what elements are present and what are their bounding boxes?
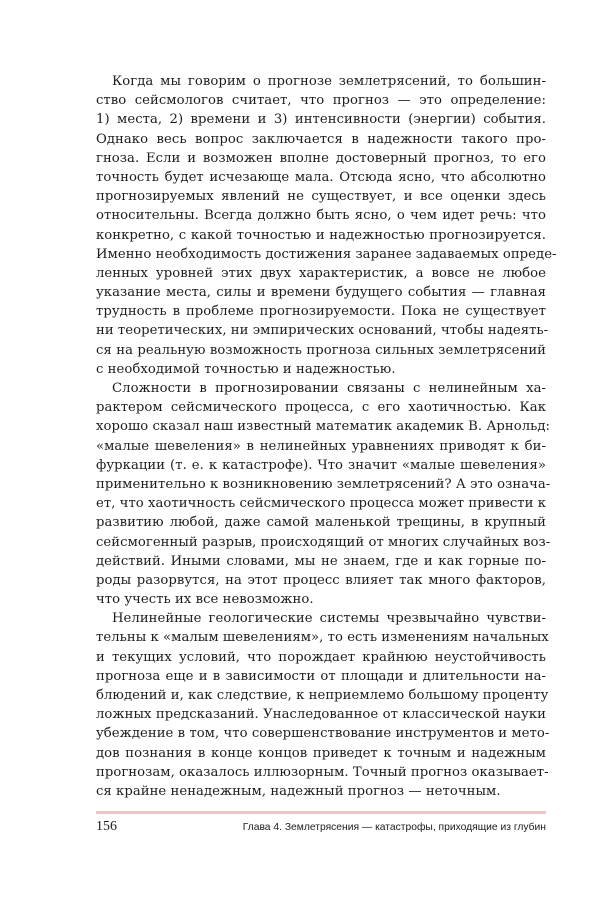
text-line: Именно необходимость достижения заранее задаваемых опреде- <box>96 246 557 262</box>
text-line: прогнозам, оказалось иллюзорным. Точный прогноз оказывает- <box>96 764 549 780</box>
text-line: «малые шевеления» в нелинейных уравнениях приводят к би- <box>96 438 546 454</box>
text-line: и текущих условий, что порождает крайнюю неустойчивость <box>96 649 546 665</box>
text-line: прогнозируемых явлений не существует, и все оценки здесь <box>96 189 546 205</box>
text-line: действий. Иными словами, мы не знаем, где и как горные по- <box>96 553 546 569</box>
text-line: 1) места, 2) времени и 3) интенсивности (энергии) события. <box>96 112 546 128</box>
text-line: Однако весь вопрос заключается в надежности такого про- <box>96 131 546 147</box>
text-line: убеждение в том, что совершенствование инструментов и мето- <box>96 726 550 742</box>
text-line: относительны. Всегда должно быть ясно, о чем идет речь: что <box>96 208 546 224</box>
text-line: ся на реальную возможность прогноза сильных землетрясений <box>96 342 546 358</box>
text-line: Сложности в прогнозировании связаны с нелинейным ха- <box>112 381 546 396</box>
text-line: ет, что хаотичность сейсмического процесса может привести к <box>96 496 547 512</box>
text-line: ложных предсказаний. Унаследованное от классической науки <box>96 707 546 723</box>
text-line: тельны к «малым шевелениям», то есть изменениям начальных <box>96 630 549 646</box>
text-line: трудность в проблеме прогнозируемости. Пока не существует <box>96 304 546 320</box>
body-text <box>96 72 557 801</box>
text-line: роды разорвутся, на этот процесс влияет так много факторов, <box>96 572 546 588</box>
running-head: Глава 4. Землетрясения — катастрофы, приходящие из глубин <box>242 822 546 833</box>
text-line: указание места, силы и времени будущего события — главная <box>96 285 546 301</box>
page-number: 156 <box>96 819 117 834</box>
text-line: что учесть их все невозможно. <box>96 592 314 608</box>
text-line: применительно к возникновению землетрясений? А это означа- <box>96 476 551 492</box>
text-line: с необходимой точностью и надежностью. <box>96 361 396 377</box>
text-line: развитию любой, даже самой маленькой трещины, в крупный <box>96 515 546 531</box>
footer-rule <box>96 811 546 814</box>
text-line: Нелинейные геологические системы чрезвычайно чувстви- <box>112 611 546 627</box>
text-line: фуркации (т. е. к катастрофе). Что значит «малые шевеления» <box>96 457 546 473</box>
text-line: ни теоретических, ни эмпирических оснований, чтобы надеять- <box>96 323 549 339</box>
text-line: прогноза еще и в зависимости от площади и длительности на- <box>96 668 546 684</box>
text-line: рактером сейсмического процесса, с его хаотичностью. Как <box>96 400 546 416</box>
text-line: Когда мы говорим о прогнозе землетрясений, то большин- <box>112 74 546 89</box>
text-line: гноза. Если и возможен вполне достоверный прогноз, то его <box>96 150 546 166</box>
text-line: дов познания в конце концов приведет к точным и надежным <box>96 745 546 761</box>
text-line: точность будет исчезающе мала. Отсюда ясно, что абсолютно <box>96 169 546 185</box>
text-line: сейсмогенный разрыв, происходящий от многих случайных воз- <box>96 534 551 550</box>
text-line: хорошо сказал наш известный математик академик В. Арнольд: <box>96 419 551 435</box>
text-line: ленных уровней этих двух характеристик, а вовсе не любое <box>96 265 546 281</box>
text-line: конкретно, с какой точностью и надежностью прогнозируется. <box>96 227 546 243</box>
text-line: ся крайне ненадежным, надежный прогноз — неточным. <box>96 783 501 799</box>
text-line: блюдений и, как следствие, к неприемлемо большому проценту <box>96 688 549 703</box>
text-line: ство сейсмологов считает, что прогноз — это определение: <box>96 93 546 109</box>
